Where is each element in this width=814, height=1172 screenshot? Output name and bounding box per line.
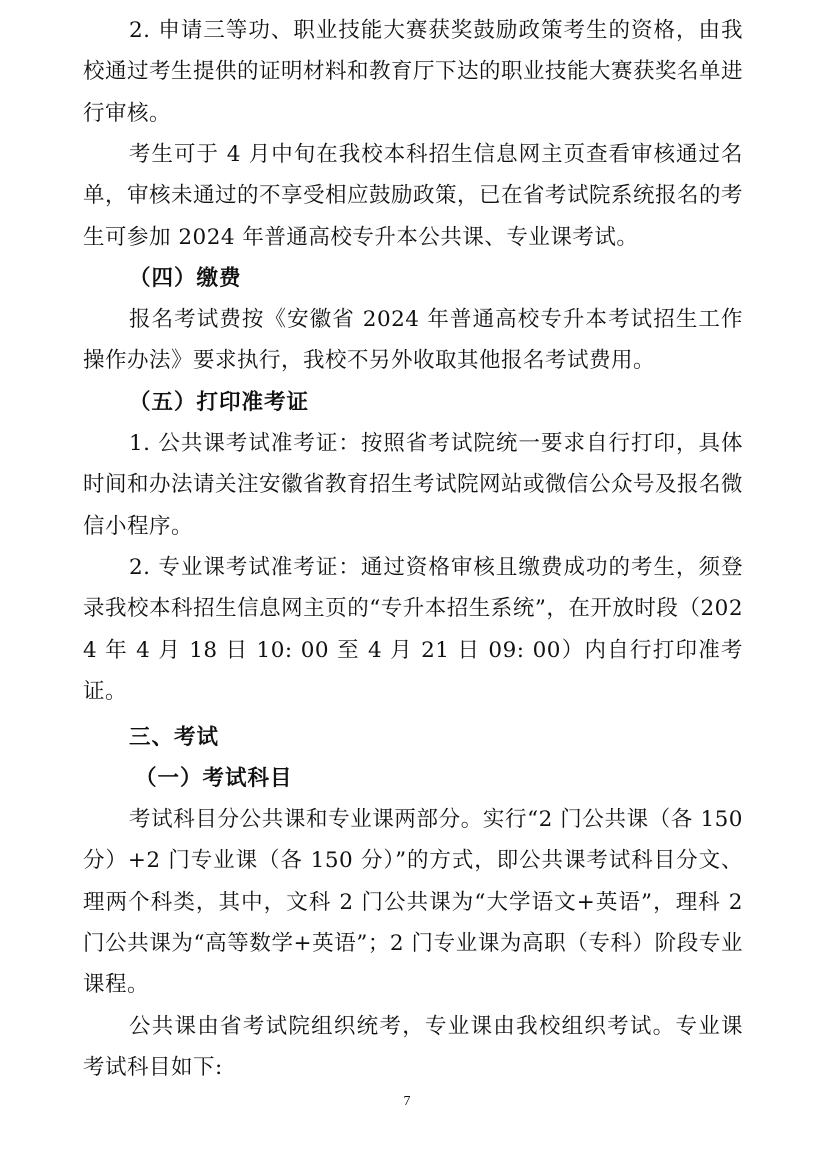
paragraph-public-course-ticket: 1. 公共课考试准考证：按照省考试院统一要求自行打印，具体时间和办法请关注安徽省教育招生考试院网站或微信公众号及报名微信小程序。 bbox=[83, 431, 744, 539]
paragraph-exam-organization: 公共课由省考试院组织统考，专业课由我校组织考试。专业课考试科目如下: bbox=[83, 1014, 743, 1081]
paragraph-exam-subjects: 考试科目分公共课和专业课两部分。实行“2 门公共课（各 150 分）+2 门专业课（各 150 分）”的方式，即公共课考试科目分文、理两个科类，其中，文科 2 门公共课为“大学语文+英语”，理科 2 门公共课为“高等数学+英语”；2 门专业课为高职（专科）阶段专业课程。 bbox=[83, 807, 743, 998]
section-heading-fee: （四）缴费 bbox=[129, 266, 242, 291]
paragraph-major-course-ticket: 2. 专业课考试准考证：通过资格审核且缴费成功的考生，须登录我校本科招生信息网主页的“专升本招生系统”，在开放时段（2024 年 4 月 18 日 10: 00 至 4 月 21 日 09: 00）内自行打印准考证。 bbox=[83, 555, 743, 704]
paragraph-qualification-review: 2. 申请三等功、职业技能大赛获奖鼓励政策考生的资格，由我校通过考生提供的证明材料和教育厅下达的职业技能大赛获奖名单进行审核。 bbox=[83, 18, 744, 126]
section-heading-exam-subjects: （一）考试科目 bbox=[135, 766, 293, 791]
paragraph-review-result: 考生可于 4 月中旬在我校本科招生信息网主页查看审核通过名单，审核未通过的不享受相应鼓励政策，已在省考试院系统报名的考生可参加 2024 年普通高校专升本公共课、专业课考试。 bbox=[83, 142, 744, 250]
section-heading-admission-ticket: （五）打印准考证 bbox=[129, 390, 310, 415]
page-number: 7 bbox=[403, 1094, 411, 1109]
section-heading-exam: 三、考试 bbox=[129, 725, 220, 750]
paragraph-fee: 报名考试费按《安徽省 2024 年普通高校专升本考试招生工作操作办法》要求执行，我校不另外收取其他报名考试费用。 bbox=[83, 307, 743, 374]
